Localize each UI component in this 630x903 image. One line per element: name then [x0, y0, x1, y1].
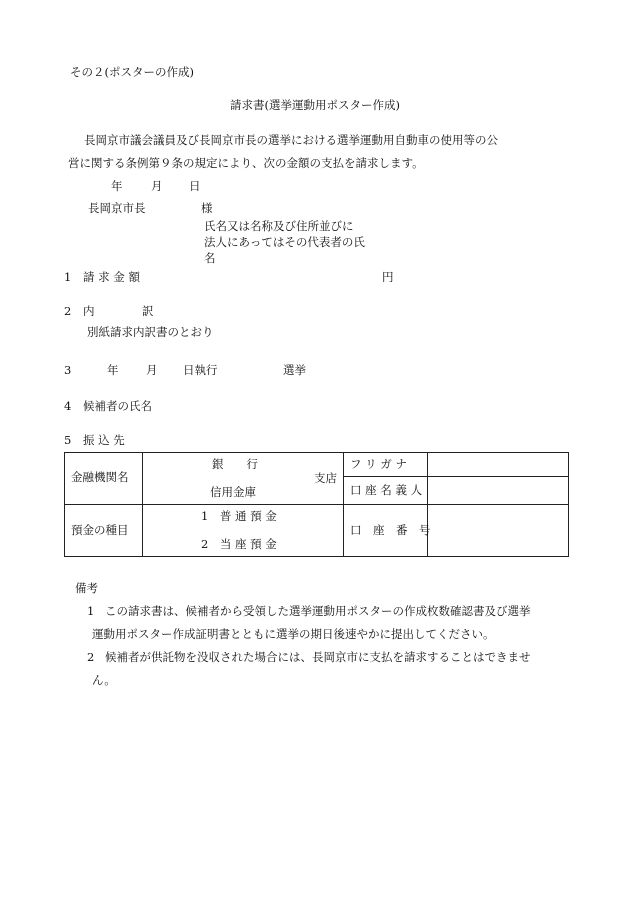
item-5-label: 振 込 先 [83, 433, 125, 447]
account-holder-input-cell[interactable] [428, 477, 569, 505]
date-month: 月 [151, 179, 163, 193]
remark-1-number: 1 [87, 604, 95, 618]
account-number-label: 口 座 番 号 [350, 523, 431, 537]
page-title: 請求書(選挙運動用ポスター作成) [230, 98, 400, 112]
remark-1-line-1: この請求書は、候補者から受領した選挙運動用ポスターの作成枚数確認書及び選挙 [105, 604, 531, 618]
institution-name-cell[interactable] [143, 453, 344, 505]
form-number: その２(ポスターの作成) [70, 65, 194, 79]
remark-2-line-1: 候補者が供託物を没収された場合には、長岡京市に支払を請求することはできませ [105, 650, 531, 664]
deposit-type-options-cell[interactable] [143, 505, 344, 557]
item-1-label: 請 求 金 額 [83, 270, 140, 284]
item-2-label-b: 訳 [142, 304, 154, 318]
account-number-input-cell[interactable] [428, 505, 569, 557]
date-year: 年 [111, 179, 123, 193]
item-3-year: 年 [107, 363, 119, 377]
remarks-heading: 備考 [75, 581, 98, 595]
institution-label-cell [65, 453, 143, 505]
item-2-note: 別紙請求内訳書のとおり [87, 325, 214, 339]
item-3-executed: 日執行 [183, 363, 218, 377]
deposit-option-ordinary[interactable]: 1 普 通 預 金 [201, 509, 277, 523]
furigana-label: フ リ ガ ナ [350, 457, 407, 471]
claimant-line-3: 名 [204, 251, 216, 265]
bank-label: 銀 行 [212, 457, 258, 471]
intro-line-2: 営に関する条例第９条の規定により、次の金額の支払を請求します。 [68, 156, 424, 170]
item-4-label: 候補者の氏名 [83, 399, 152, 413]
claimant-line-2: 法人にあってはその代表者の氏 [204, 235, 365, 249]
account-number-label-cell [344, 505, 431, 557]
remark-2-number: 2 [87, 650, 95, 664]
furigana-label-cell [344, 453, 428, 477]
item-4-number: 4 [64, 399, 72, 413]
account-holder-label: 口 座 名 義 人 [350, 483, 423, 497]
item-1-number: 1 [64, 270, 72, 284]
account-holder-label-cell [344, 477, 428, 505]
addressee-honorific: 様 [201, 201, 213, 215]
intro-line-1: 長岡京市議会議員及び長岡京市長の選挙における選挙運動用自動車の使用等の公 [84, 133, 498, 147]
branch-label: 支店 [314, 471, 337, 485]
deposit-option-current[interactable]: 2 当 座 預 金 [201, 537, 277, 551]
remark-1-line-2: 運動用ポスター作成証明書とともに選挙の期日後速やかに提出してください。 [92, 627, 495, 641]
furigana-input-cell[interactable] [428, 453, 569, 477]
deposit-type-label-cell [65, 505, 143, 557]
addressee-name: 長岡京市長 [88, 201, 146, 215]
date-day: 日 [189, 179, 201, 193]
credit-union-label: 信用金庫 [210, 485, 256, 499]
bank-transfer-table [64, 452, 569, 557]
item-5-number: 5 [64, 433, 72, 447]
remark-2-line-2: ん。 [92, 673, 116, 687]
claimant-line-1: 氏名又は名称及び住所並びに [204, 219, 354, 233]
deposit-type-label: 預金の種目 [71, 523, 129, 537]
item-2-label-a: 内 [83, 304, 95, 318]
item-3-election: 選挙 [283, 363, 306, 377]
item-3-number: 3 [64, 363, 72, 377]
item-2-number: 2 [64, 304, 72, 318]
item-3-month: 月 [146, 363, 158, 377]
institution-label: 金融機関名 [71, 470, 129, 484]
item-1-unit: 円 [382, 270, 394, 284]
